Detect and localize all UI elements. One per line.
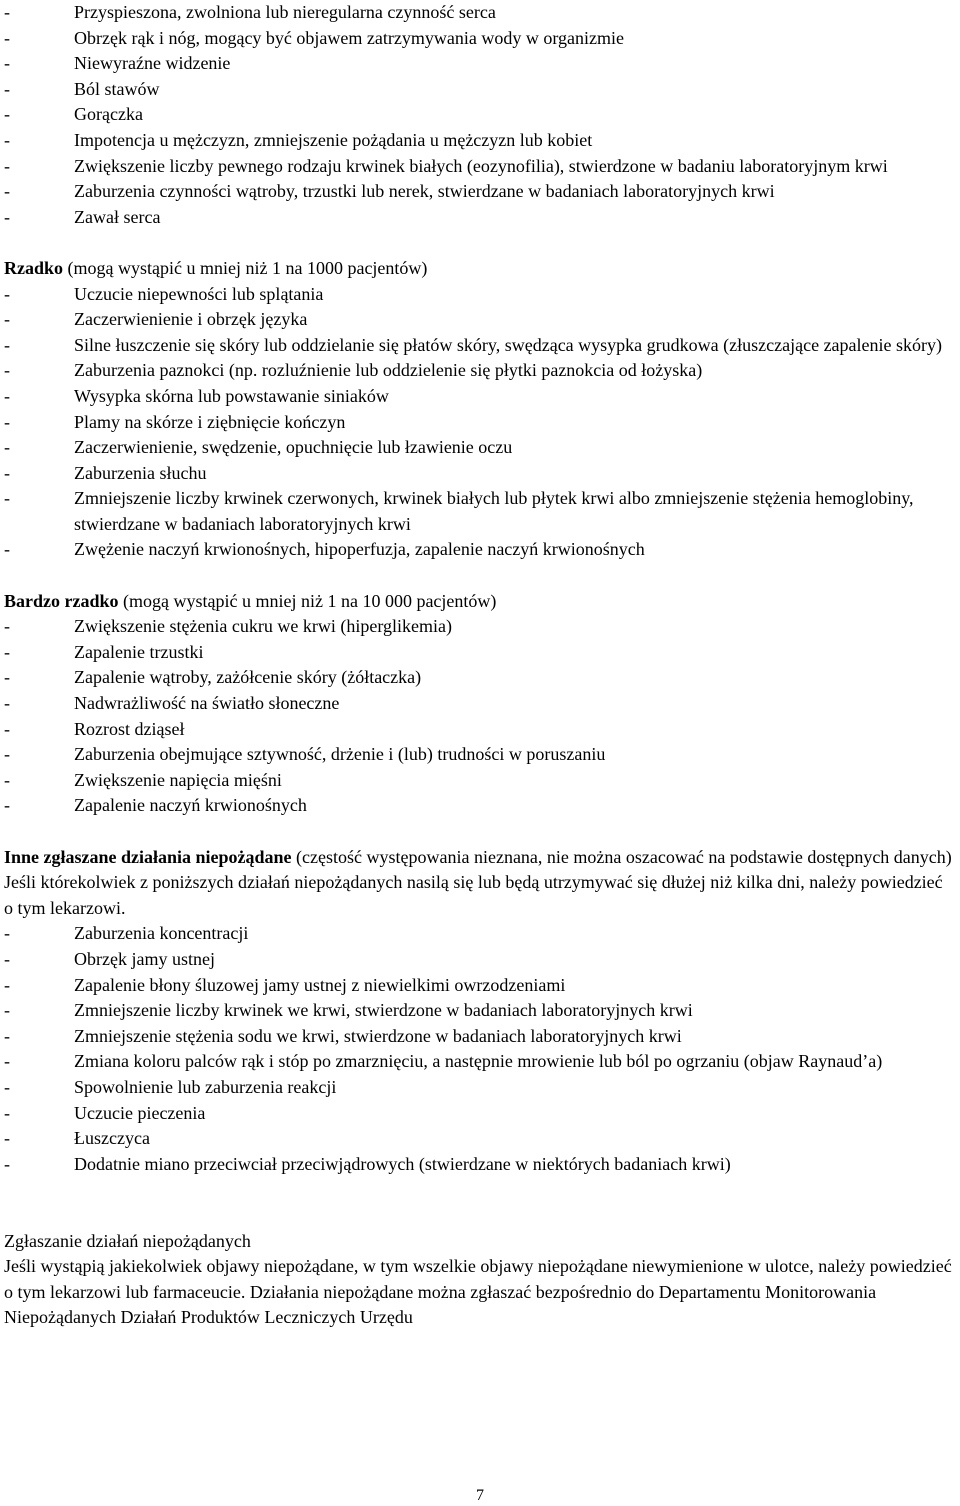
dash: -	[4, 1000, 10, 1021]
list-item	[4, 307, 956, 333]
dash: -	[4, 718, 10, 739]
list-item-text: Zapalenie trzustki	[74, 641, 204, 662]
list-item-text: Spowolnienie lub zaburzenia reakcji	[74, 1076, 337, 1097]
dash: -	[4, 1102, 10, 1123]
list-item-text: Ból stawów	[74, 78, 160, 99]
list-item	[4, 717, 956, 743]
dash: -	[4, 923, 10, 944]
reporting-text: Jeśli wystąpią jakiekolwiek objawy niepożądane, w tym wszelkie objawy niepożądane niewymienione w ulotce, należy powiedzieć o tym lekarzowi lub farmaceucie. Działania niepożądane można zgłaszać bezpośrednio do Departamentu Monitorowania Niepożądanych Działań Produktów Leczniczych Urzędu	[4, 1256, 952, 1328]
dash: -	[4, 1076, 10, 1097]
list-item	[4, 154, 956, 180]
list-item-text: Zwężenie naczyń krwionośnych, hipoperfuzja, zapalenie naczyń krwionośnych	[74, 539, 645, 560]
side-effects-list	[4, 0, 956, 230]
list-item	[4, 486, 956, 537]
dash: -	[4, 283, 10, 304]
list-item	[4, 1126, 956, 1152]
list-item-text: Zaburzenia czynności wątroby, trzustki lub nerek, stwierdzane w badaniach laboratoryjnych krwi	[74, 181, 775, 202]
list-item-text: Plamy na skórze i ziębnięcie kończyn	[74, 411, 346, 432]
list-item-text: Zmniejszenie stężenia sodu we krwi, stwierdzone w badaniach laboratoryjnych krwi	[74, 1025, 682, 1046]
page-number: 7	[476, 1487, 484, 1504]
list-item-text: Zaburzenia słuchu	[74, 462, 207, 483]
dash: -	[4, 27, 10, 48]
list-item-text: Zapalenie naczyń krwionośnych	[74, 795, 307, 816]
reporting-section	[4, 1229, 956, 1331]
dash: -	[4, 1128, 10, 1149]
heading-rest: (mogą wystąpić u mniej niż 1 na 1000 pacjentów)	[63, 257, 428, 278]
document-body	[4, 0, 956, 1331]
list-item-text: Niewyraźne widzenie	[74, 53, 231, 74]
list-item-text: Zmniejszenie liczby krwinek we krwi, stwierdzone w badaniach laboratoryjnych krwi	[74, 1000, 693, 1021]
list-item	[4, 768, 956, 794]
list-item-text: Przyspieszona, zwolniona lub nieregularna czynność serca	[74, 2, 496, 22]
dash: -	[4, 334, 10, 355]
section-heading	[4, 256, 956, 282]
list-item	[4, 205, 956, 231]
list-item-text: Zapalenie błony śluzowej jamy ustnej z niewielkimi owrzodzeniami	[74, 974, 566, 995]
heading-bold: Bardzo rzadko	[4, 590, 119, 611]
heading-bold: Inne zgłaszane działania niepożądane	[4, 846, 292, 867]
dash: -	[4, 1051, 10, 1072]
dash: -	[4, 53, 10, 74]
list-item-text: Impotencja u mężczyzn, zmniejszenie pożądania u mężczyzn lub kobiet	[74, 129, 593, 150]
dash: -	[4, 1025, 10, 1046]
list-item-text: Zwiększenie liczby pewnego rodzaju krwinek białych (eozynofilia), stwierdzone w badaniu laboratoryjnym krwi	[74, 155, 888, 176]
list-item-text: Zaburzenia koncentracji	[74, 923, 249, 944]
list-item-text: Łuszczyca	[74, 1128, 150, 1149]
dash: -	[4, 488, 10, 509]
dash: -	[4, 309, 10, 330]
list-item	[4, 665, 956, 691]
list-item	[4, 26, 956, 52]
dash: -	[4, 129, 10, 150]
list-item	[4, 742, 956, 768]
list-item-text: Obrzęk rąk i nóg, mogący być objawem zatrzymywania wody w organizmie	[74, 27, 624, 48]
section-heading: Zgłaszanie działań niepożądanych	[4, 1230, 251, 1251]
dash: -	[4, 974, 10, 995]
list-item-text: Uczucie pieczenia	[74, 1102, 206, 1123]
dash: -	[4, 948, 10, 969]
dash: -	[4, 539, 10, 560]
list-item	[4, 1075, 956, 1101]
list-item-text: Obrzęk jamy ustnej	[74, 948, 215, 969]
list-item	[4, 921, 956, 947]
list-item	[4, 947, 956, 973]
list-item	[4, 614, 956, 640]
list-item-text: Zwiększenie napięcia mięśni	[74, 769, 282, 790]
dash: -	[4, 769, 10, 790]
dash: -	[4, 181, 10, 202]
list-item-text: Zawał serca	[74, 206, 161, 227]
list-item-text: Gorączka	[74, 104, 143, 125]
heading-rest: (częstość występowania nieznana, nie można oszacować na podstawie dostępnych danych)	[291, 846, 952, 867]
list-item	[4, 384, 956, 410]
dash: -	[4, 2, 10, 22]
list-item-text: Zwiększenie stężenia cukru we krwi (hiperglikemia)	[74, 616, 453, 637]
heading-bold: Rzadko	[4, 257, 64, 278]
list-item	[4, 1152, 956, 1178]
list-item	[4, 128, 956, 154]
list-item	[4, 410, 956, 436]
dash: -	[4, 641, 10, 662]
list-item	[4, 1049, 956, 1075]
list-item-text: Zaburzenia paznokci (np. rozluźnienie lub oddzielenie się płytki paznokcia od łożyska)	[74, 360, 703, 381]
dash: -	[4, 667, 10, 688]
list-item	[4, 640, 956, 666]
other-section	[4, 845, 956, 1178]
dash: -	[4, 462, 10, 483]
dash: -	[4, 411, 10, 432]
list-item-text: Nadwrażliwość na światło słoneczne	[74, 693, 340, 714]
heading-rest: (mogą wystąpić u mniej niż 1 na 10 000 pacjentów)	[118, 590, 497, 611]
list-item	[4, 998, 956, 1024]
list-item-text: Zapalenie wątroby, zażółcenie skóry (żółtaczka)	[74, 667, 422, 688]
rare-section	[4, 256, 956, 563]
list-item-text: Zaburzenia obejmujące sztywność, drżenie i (lub) trudności w poruszaniu	[74, 744, 606, 765]
very-rare-section	[4, 589, 956, 819]
list-item	[4, 1101, 956, 1127]
dash: -	[4, 385, 10, 406]
list-item	[4, 691, 956, 717]
list-item-text: Wysypka skórna lub powstawanie siniaków	[74, 385, 389, 406]
list-item	[4, 333, 956, 359]
dash: -	[4, 360, 10, 381]
list-item-text: Zmniejszenie liczby krwinek czerwonych, krwinek białych lub płytek krwi albo zmniejszenie stężenia hemoglobiny, stwierdzane w badaniach laboratoryjnych krwi	[74, 488, 914, 534]
list-item-text: Zaczerwienienie, swędzenie, opuchnięcie lub łzawienie oczu	[74, 437, 513, 458]
dash: -	[4, 104, 10, 125]
section-note: Jeśli którekolwiek z poniższych działań niepożądanych nasilą się lub będą utrzymywać się dłużej niż kilka dni, należy powiedzieć o tym lekarzowi.	[4, 872, 943, 918]
list-item	[4, 461, 956, 487]
dash: -	[4, 744, 10, 765]
list-item-text: Silne łuszczenie się skóry lub oddzielanie się płatów skóry, swędząca wysypka grudkowa (złuszczające zapalenie skóry)	[74, 334, 943, 355]
dash: -	[4, 693, 10, 714]
list-item-text: Zmiana koloru palców rąk i stóp po zmarznięciu, a następnie mrowienie lub ból po ogrzaniu (objaw Raynaud’a)	[74, 1051, 883, 1072]
list-item	[4, 973, 956, 999]
list-item	[4, 102, 956, 128]
section-heading	[4, 845, 956, 871]
dash: -	[4, 78, 10, 99]
dash: -	[4, 616, 10, 637]
dash: -	[4, 1153, 10, 1174]
list-item	[4, 77, 956, 103]
list-item	[4, 537, 956, 563]
dash: -	[4, 155, 10, 176]
list-item-text: Zaczerwienienie i obrzęk języka	[74, 309, 308, 330]
list-item	[4, 51, 956, 77]
dash: -	[4, 437, 10, 458]
list-item	[4, 435, 956, 461]
dash: -	[4, 206, 10, 227]
list-item-text: Rozrost dziąseł	[74, 718, 185, 739]
list-item	[4, 793, 956, 819]
section-heading	[4, 589, 956, 615]
dash: -	[4, 795, 10, 816]
list-item	[4, 1024, 956, 1050]
list-item	[4, 282, 956, 308]
list-item-text: Uczucie niepewności lub splątania	[74, 283, 324, 304]
list-item	[4, 0, 956, 26]
list-item	[4, 179, 956, 205]
list-item-text: Dodatnie miano przeciwciał przeciwjądrowych (stwierdzane w niektórych badaniach krwi)	[74, 1153, 731, 1174]
list-item	[4, 358, 956, 384]
